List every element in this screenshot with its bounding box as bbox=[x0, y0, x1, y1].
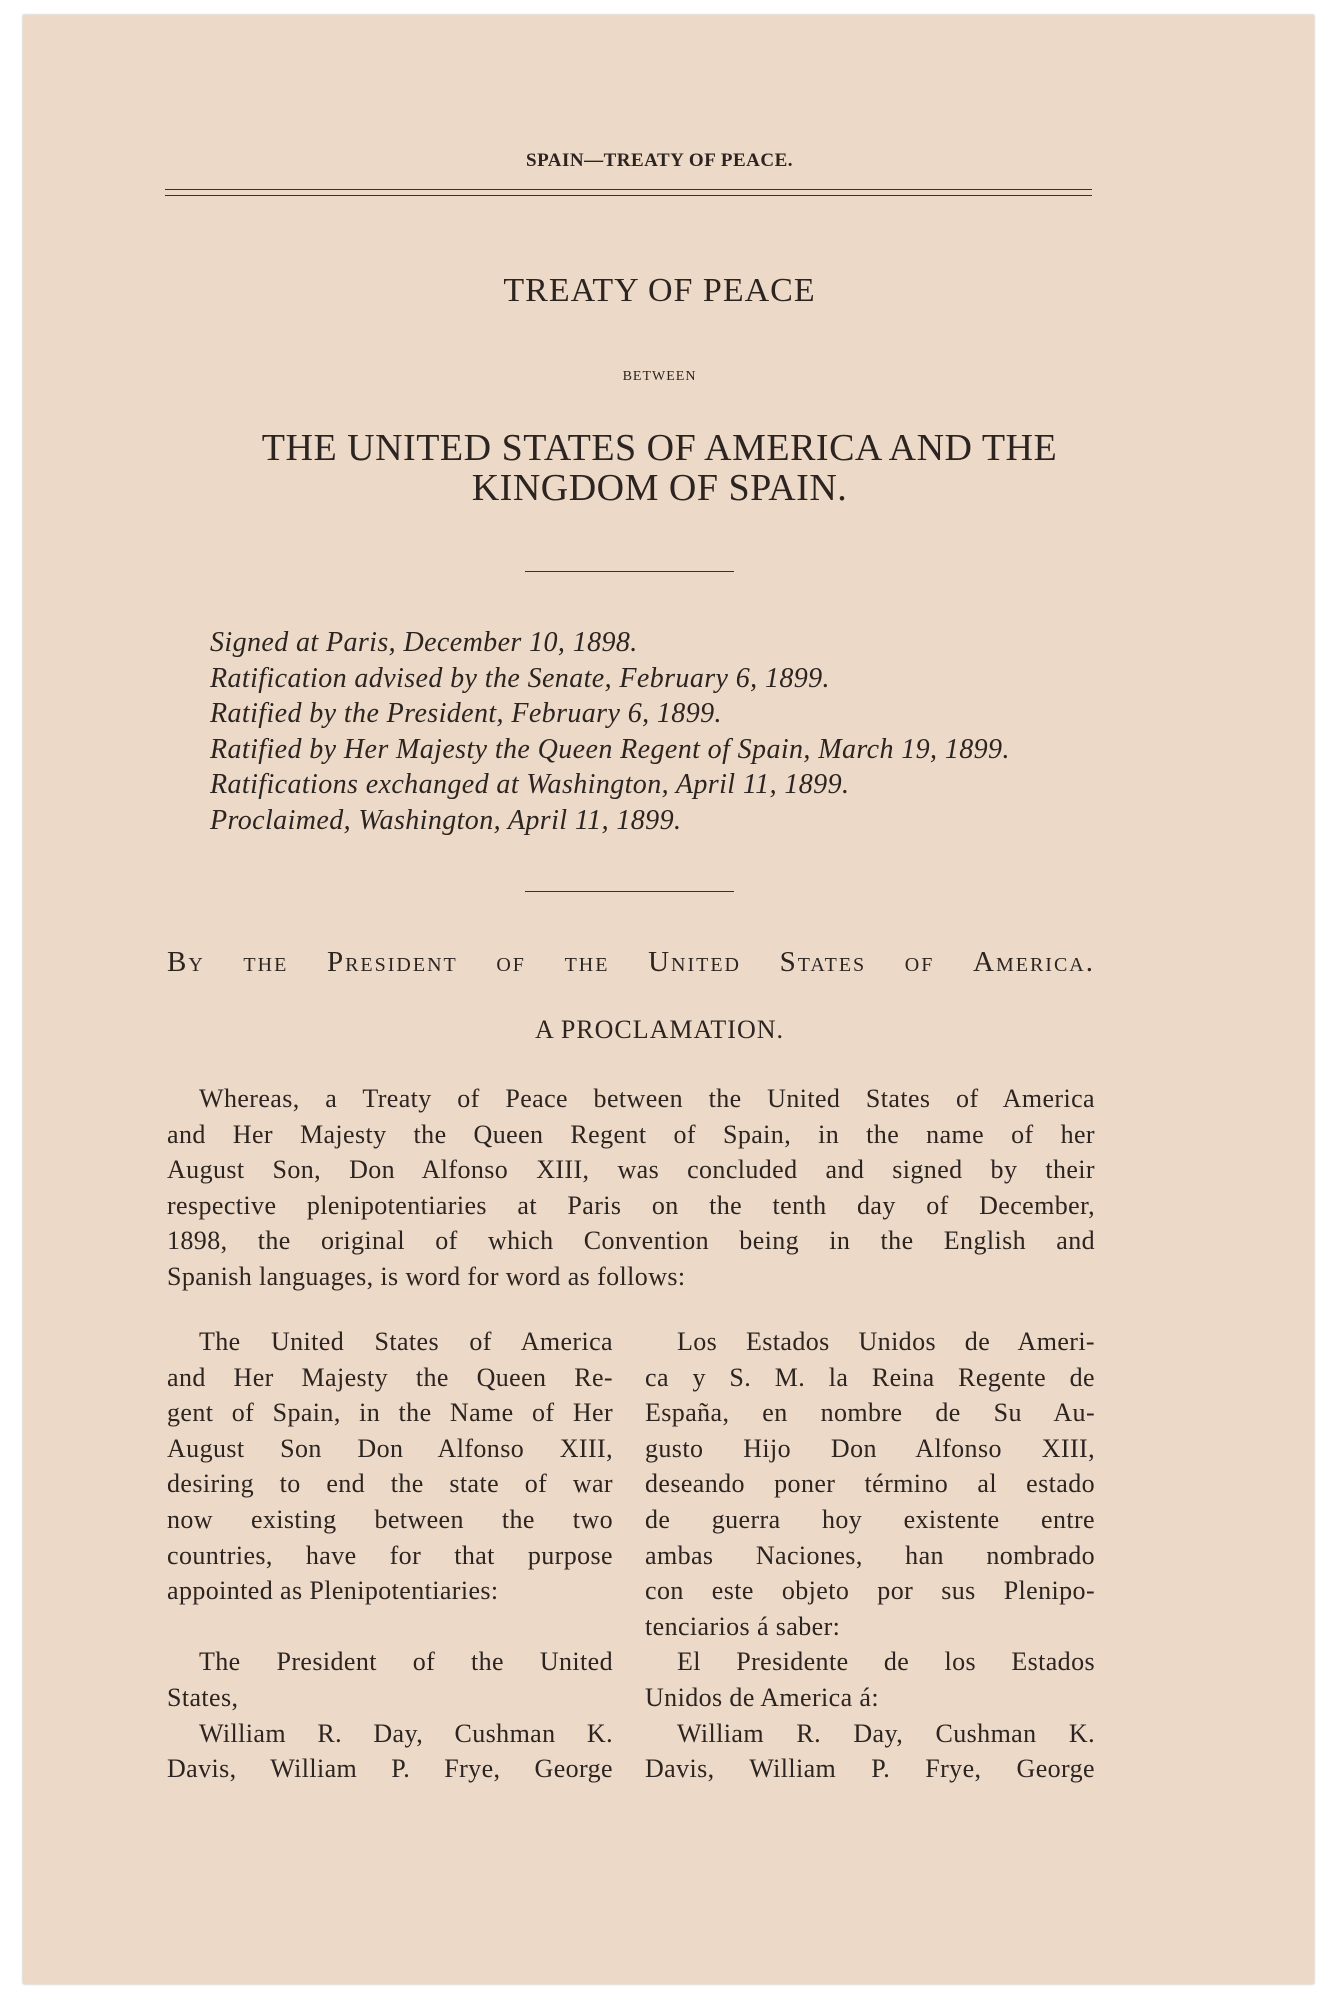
date-line: Proclaimed, Washington, April 11, 1899. bbox=[210, 804, 682, 836]
text-line: Davis, William P. Frye, George bbox=[645, 1754, 1095, 1784]
heading-word: President bbox=[326, 946, 458, 978]
parties-line-2: KINGDOM OF SPAIN. bbox=[471, 467, 848, 509]
text-line: William R. Day, Cushman K. bbox=[677, 1718, 1095, 1748]
text-line: Los Estados Unidos de Ameri- bbox=[677, 1327, 1095, 1356]
text-line: August Son Don Alfonso XIII, bbox=[167, 1433, 613, 1463]
text-line: and Her Majesty the Queen Regent of Spain, in the name of her bbox=[167, 1119, 1095, 1149]
heading-word: the bbox=[564, 946, 610, 978]
preamble-paragraph bbox=[167, 1081, 1095, 1295]
document-title: TREATY OF PEACE bbox=[503, 272, 816, 309]
text-line: Davis, William P. Frye, George bbox=[167, 1754, 613, 1784]
date-line: Ratified by the President, February 6, 1899. bbox=[210, 698, 722, 729]
text-line: ambas Naciones, han nombrado bbox=[645, 1540, 1095, 1570]
spanish-column bbox=[645, 1324, 1095, 1787]
ratification-dates bbox=[210, 625, 1010, 838]
text-line: The President of the United bbox=[199, 1647, 613, 1677]
text-line: ca y S. M. la Reina Regente de bbox=[645, 1362, 1095, 1392]
text-line: con este objeto por sus Plenipo- bbox=[645, 1576, 1095, 1606]
text-line: Whereas, a Treaty of Peace between the United States of America bbox=[199, 1084, 1095, 1113]
heading-word: the bbox=[243, 946, 289, 978]
by-the-president-heading bbox=[167, 946, 1095, 979]
divider-rule bbox=[525, 571, 734, 572]
text-line: de guerra hoy existente entre bbox=[645, 1504, 1095, 1534]
text-line: The United States of America bbox=[199, 1327, 613, 1356]
divider-rule bbox=[525, 891, 734, 892]
text-line: deseando poner término al estado bbox=[645, 1469, 1095, 1499]
between-label: BETWEEN bbox=[622, 369, 697, 384]
proclamation-heading: A PROCLAMATION. bbox=[534, 1015, 785, 1044]
text-line: States, bbox=[167, 1682, 239, 1712]
text-line: España, en nombre de Su Au- bbox=[645, 1398, 1095, 1428]
heading-word: of bbox=[904, 946, 935, 978]
parties-heading bbox=[0, 428, 1319, 508]
text-line: Spanish languages, is word for word as follows: bbox=[167, 1261, 686, 1291]
text-line: 1898, the original of which Convention being in the English and bbox=[167, 1226, 1095, 1256]
english-column bbox=[167, 1324, 613, 1787]
heading-word: United bbox=[648, 946, 742, 978]
text-line: respective plenipotentiaries at Paris on the tenth day of December, bbox=[167, 1190, 1095, 1220]
text-line: appointed as Plenipotentiaries: bbox=[167, 1576, 499, 1606]
date-line: Ratified by Her Majesty the Queen Regent of Spain, March 19, 1899. bbox=[210, 733, 1010, 765]
heading-word: of bbox=[496, 946, 526, 978]
heading-word: By bbox=[167, 946, 205, 978]
date-line: Ratification advised by the Senate, February 6, 1899. bbox=[210, 662, 830, 694]
text-line: Unidos de America á: bbox=[645, 1682, 879, 1712]
heading-word: America. bbox=[973, 946, 1095, 978]
paragraph-gap bbox=[167, 1609, 613, 1645]
date-line: Ratifications exchanged at Washington, April 11, 1899. bbox=[210, 769, 850, 800]
date-line: Signed at Paris, December 10, 1898. bbox=[210, 627, 638, 658]
header-rule-top bbox=[165, 189, 1092, 190]
text-line: William R. Day, Cushman K. bbox=[199, 1718, 613, 1748]
text-line: tenciarios á saber: bbox=[645, 1611, 841, 1641]
parties-line-1: THE UNITED STATES OF AMERICA AND THE bbox=[261, 427, 1058, 469]
text-line: El Presidente de los Estados bbox=[677, 1647, 1095, 1677]
text-line: now existing between the two bbox=[167, 1504, 613, 1534]
text-line: gusto Hijo Don Alfonso XIII, bbox=[645, 1433, 1095, 1463]
header-rule-bottom bbox=[165, 195, 1092, 196]
running-head: SPAIN—TREATY OF PEACE. bbox=[526, 150, 793, 171]
heading-word: States bbox=[779, 946, 867, 978]
text-line: desiring to end the state of war bbox=[167, 1469, 613, 1499]
text-line: countries, have for that purpose bbox=[167, 1540, 613, 1570]
text-line: gent of Spain, in the Name of Her bbox=[167, 1398, 613, 1428]
text-line: and Her Majesty the Queen Re- bbox=[167, 1362, 613, 1392]
text-line: August Son, Don Alfonso XIII, was concluded and signed by their bbox=[167, 1155, 1095, 1185]
